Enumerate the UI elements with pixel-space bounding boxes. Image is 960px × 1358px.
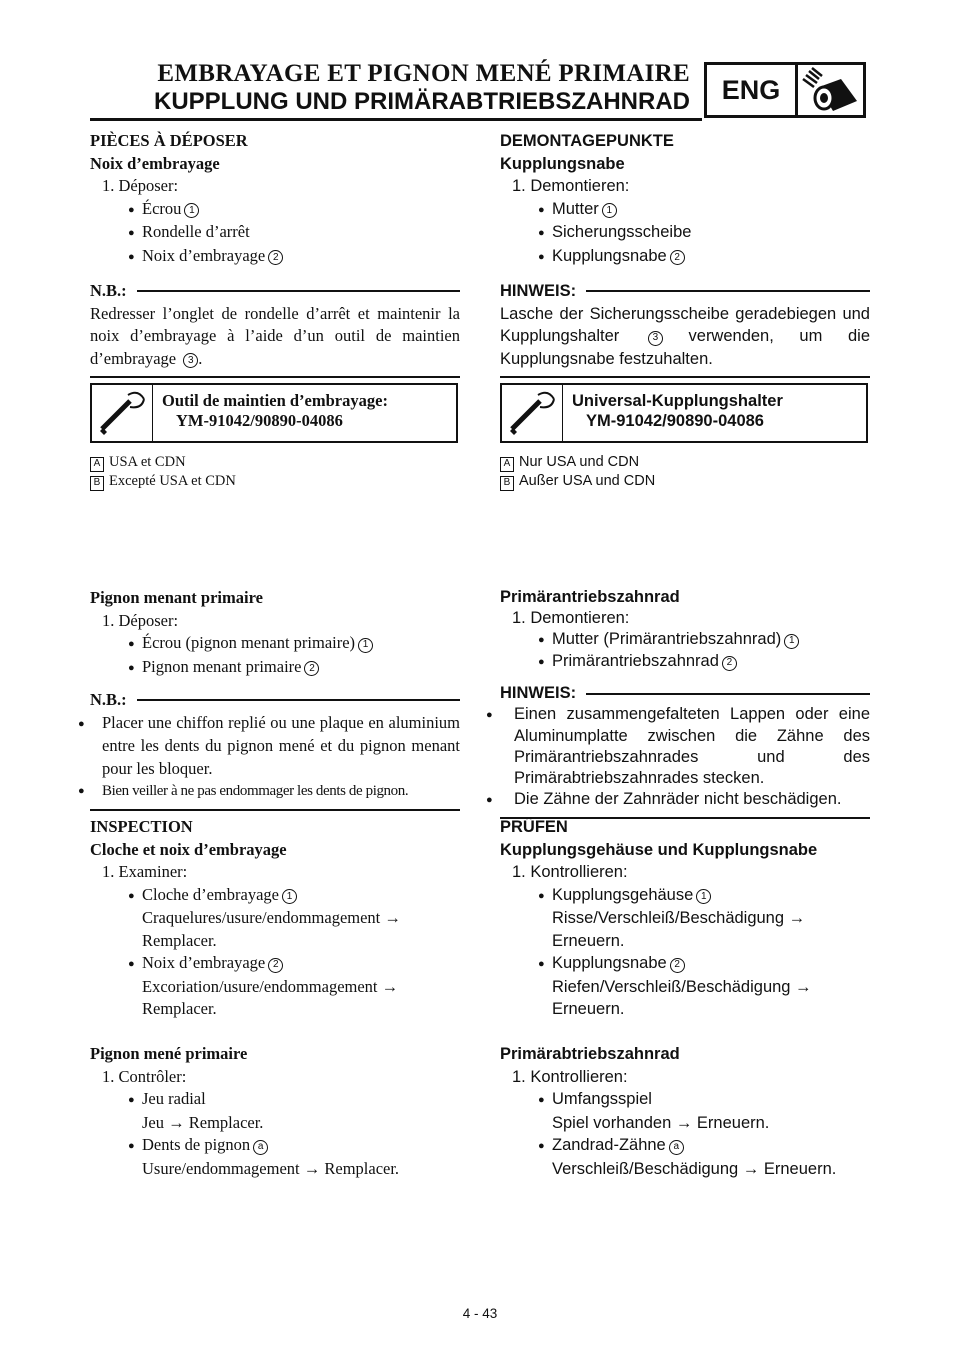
de-inspection-section — [500, 816, 870, 1021]
subheading: Cloche et noix d’embrayage — [90, 839, 287, 859]
subheading: Kupplungsgehäuse und Kupplungsnabe — [500, 840, 818, 859]
detail: Remplacer. — [142, 930, 217, 950]
step: 1. Déposer: — [102, 610, 179, 630]
subheading: Kupplungsnabe — [500, 154, 625, 173]
fr-driven-gear-section — [90, 1043, 460, 1180]
list-item: ● Mutter 1 — [500, 198, 870, 222]
note-item: ● Einen zusammengefalteten Lappen oder eine Aluminumplatte zwischen die Zähne des Primärantriebszahnrades und des Primärabtriebszahnrades stecken. — [486, 705, 870, 787]
note-end-rule — [90, 376, 460, 378]
section-heading: INSPECTION — [90, 817, 193, 836]
fr-primary-drive-section — [78, 587, 460, 811]
section-heading: PIÈCES À DÉPOSER — [90, 131, 248, 150]
fr-inspection-section — [90, 816, 460, 1021]
list-item: ● Primärantriebszahnrad 2 — [500, 651, 870, 673]
step: 1. Contrôler: — [102, 1066, 187, 1086]
badge-label: ENG — [707, 65, 798, 115]
de-primary-drive-section — [486, 587, 870, 819]
subheading: Pignon menant primaire — [90, 588, 263, 607]
section-badge — [704, 62, 866, 118]
list-item: ● Dents de pignon a — [90, 1134, 460, 1158]
subheading: Primärantriebszahnrad — [500, 588, 680, 606]
variant-notes-de — [500, 453, 870, 491]
detail: Riefen/Verschleiß/Beschädigung → — [552, 977, 812, 996]
list-item: ● Zandrad-Zähne a — [500, 1134, 870, 1158]
special-tool-box-fr — [90, 383, 458, 443]
note-text: Redresser l’onglet de rondelle d’arrêt et maintenir la noix d’embrayage à l’aide d’un outil de maintien d’embrayage 3 . — [90, 303, 460, 368]
de-removal-section — [500, 130, 870, 378]
page-number: 4 - 43 — [462, 1306, 498, 1321]
detail: Risse/Verschleiß/Beschädigung → — [552, 909, 806, 927]
list-item: ● Noix d’embrayage 2 — [90, 952, 460, 976]
detail: Craquelures/usure/endommagement → — [142, 908, 401, 927]
note-a: A USA et CDN — [90, 453, 460, 472]
detail: Usure/endommagement → Remplacer. — [142, 1158, 400, 1178]
subheading: Noix d’embrayage — [90, 153, 220, 173]
variant-notes-fr — [90, 453, 460, 491]
callout-number: 1 — [184, 203, 199, 218]
list-item: ● Jeu radial — [128, 1089, 206, 1108]
header-rule — [90, 118, 702, 121]
engine-tool-icon — [797, 65, 863, 115]
list-item: ● Kupplungsnabe 2 — [500, 952, 870, 976]
list-item: ● Rondelle d’arrêt — [128, 222, 250, 241]
note-end-rule — [90, 809, 460, 811]
note-a: A Nur USA und CDN — [500, 453, 870, 472]
list-item: ● Umfangsspiel — [538, 1090, 652, 1108]
fr-removal-section — [90, 130, 460, 378]
note-item: ● Placer une chiffon replié ou une plaque en aluminium entre les dents du pignon mené et du pignon menant pour les bloquer. — [78, 712, 460, 778]
note-heading: HINWEIS: — [500, 280, 870, 303]
de-driven-gear-section — [500, 1043, 870, 1180]
detail: Remplacer. — [142, 999, 217, 1018]
section-heading: DEMONTAGEPUNKTE — [500, 132, 674, 150]
note-item: ● Bien veiller à ne pas endommager les dents de pignon. — [78, 783, 409, 799]
list-item: ● Noix d’embrayage 2 — [90, 245, 460, 269]
wrench-tool-icon — [502, 385, 563, 441]
list-item: ● Pignon menant primaire 2 — [90, 656, 460, 680]
page-title-de: KUPPLUNG UND PRIMÄRABTRIEBSZAHNRAD — [154, 88, 690, 115]
note-heading: N.B.: — [90, 689, 460, 712]
list-item: ● Écrou 1 — [90, 198, 460, 222]
page-title-fr: EMBRAYAGE ET PIGNON MENÉ PRIMAIRE — [157, 60, 690, 87]
note-b: B Außer USA und CDN — [500, 472, 870, 491]
step: 1. Déposer: — [102, 176, 179, 195]
list-item: ● Sicherungsscheibe — [538, 223, 692, 241]
note-heading: HINWEIS: — [500, 683, 870, 704]
subheading: Pignon mené primaire — [90, 1044, 248, 1063]
list-item: ● Mutter (Primärantriebszahnrad) 1 — [500, 629, 870, 651]
step: 1. Kontrollieren: — [512, 1067, 628, 1086]
note-b: B Excepté USA et CDN — [90, 472, 460, 491]
special-tool-box-de — [500, 383, 868, 443]
note-item: ● Die Zähne der Zahnräder nicht beschädigen. — [486, 790, 842, 808]
list-item: ● Écrou (pignon menant primaire) 1 — [90, 632, 460, 656]
step: 1. Demontieren: — [512, 177, 630, 195]
section-heading: PRÜFEN — [500, 818, 568, 836]
step: 1. Kontrollieren: — [512, 863, 628, 881]
note-end-rule — [500, 376, 870, 378]
list-item: ● Cloche d’embrayage 1 — [90, 884, 460, 908]
detail: Excoriation/usure/endommagement → — [142, 976, 399, 996]
list-item: ● Kupplungsgehäuse 1 — [500, 884, 870, 908]
detail: Erneuern. — [552, 931, 625, 950]
detail: Jeu → Remplacer. — [142, 1112, 264, 1132]
list-item: ● Kupplungsnabe 2 — [500, 245, 870, 269]
tool-text: Outil de maintien d’embrayage: YM-91042/90890-04086 — [162, 391, 388, 430]
wrench-tool-icon — [92, 385, 153, 441]
detail: Verschleiß/Beschädigung → Erneuern. — [552, 1159, 837, 1178]
note-heading: N.B.: — [90, 280, 460, 303]
step: 1. Demontieren: — [512, 609, 630, 627]
step: 1. Examiner: — [102, 862, 188, 881]
subheading: Primärabtriebszahnrad — [500, 1045, 680, 1063]
detail: Erneuern. — [552, 1000, 625, 1018]
note-text: Lasche der Sicherungsscheibe geradebiegen und Kupplungshalter 3 verwenden, um die Kupplungsnabe festzuhalten. — [500, 304, 870, 368]
detail: Spiel vorhanden → Erneuern. — [552, 1113, 770, 1132]
tool-text: Universal-Kupplungshalter YM-91042/90890-04086 — [572, 392, 783, 430]
callout-number: 2 — [268, 250, 283, 265]
